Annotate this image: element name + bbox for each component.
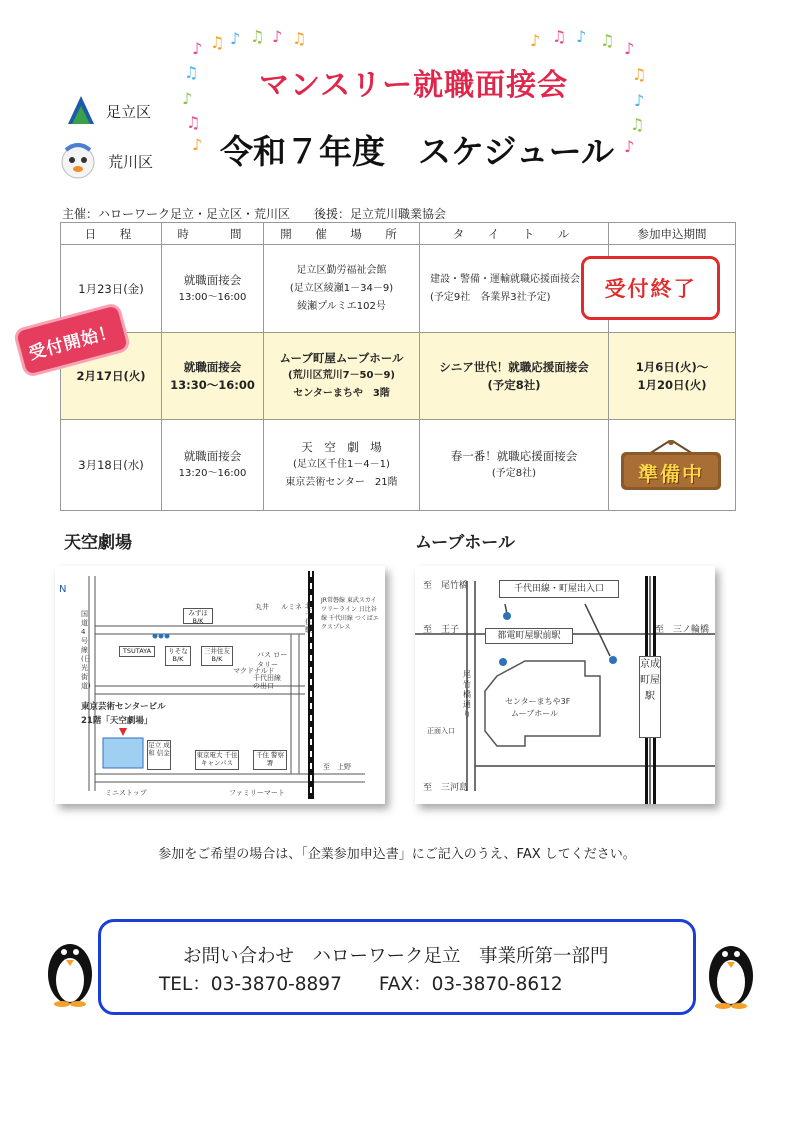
svg-text:♪: ♪: [192, 135, 203, 154]
svg-text:♪: ♪: [192, 39, 203, 58]
svg-text:♪: ♪: [272, 30, 283, 46]
cell-venue: [264, 333, 420, 420]
penguin-right-icon: [700, 932, 762, 1010]
map1-lumine: ルミネ: [281, 603, 302, 611]
penguin-left-icon: [40, 930, 100, 1008]
page-title: マンスリー就職面接会: [259, 68, 569, 103]
cell-venue: [264, 245, 420, 333]
map1-heading: 天空劇場: [64, 533, 132, 553]
svg-text:♪: ♪: [576, 30, 587, 46]
cell-title-note: (予定8社): [487, 378, 541, 392]
cell-time-title: 就職面接会: [183, 272, 242, 287]
contact-box: [98, 919, 696, 1015]
map1-familymart: ファミリーマート: [229, 789, 285, 797]
map1-tsutaya: TSUTAYA: [119, 646, 155, 657]
cell-venue-floor: センターまちや 3階: [293, 388, 390, 399]
svg-text:♫: ♫: [250, 30, 265, 46]
cell-period-start: 1月6日(火)～: [635, 360, 709, 374]
adachi-logo-row: [66, 94, 151, 128]
map1-bus: バス ロータリー: [257, 651, 288, 669]
map2-to-oji: 至 王子: [423, 625, 460, 635]
cell-title-note: (予定9社 各業界3社予定): [430, 291, 551, 303]
sponsor-line: 主催：ハローワーク足立・足立区・荒川区 後援：足立荒川職業協会: [62, 207, 447, 221]
open-stamp: 受付開始！: [16, 305, 128, 374]
svg-text:♫: ♫: [184, 63, 199, 82]
arakawa-logo-row: [58, 142, 153, 180]
header-period: 参加申込期間: [609, 223, 736, 245]
svg-text:♫: ♫: [186, 113, 201, 132]
cell-time-range: 13:30～16:00: [170, 378, 255, 392]
contact-line1: お問い合わせ ハローワーク足立 事業所第一部門: [183, 946, 609, 967]
svg-text:N: N: [59, 584, 67, 595]
closed-stamp: 受付終了: [581, 256, 720, 320]
map1-floor-label: 21階「天空劇場」: [81, 716, 153, 726]
cell-time-title: 就職面接会: [183, 360, 242, 374]
cell-period: [609, 333, 736, 420]
header-date: 日 程: [61, 223, 162, 245]
header-title: タ イ ト ル: [420, 223, 609, 245]
cell-title-note: (予定8社): [491, 468, 537, 479]
cell-time: [162, 245, 264, 333]
map1-ministop: ミニストップ: [105, 789, 147, 797]
svg-text:♪: ♪: [634, 91, 645, 110]
cell-title-main: シニア世代！就職応援面接会: [439, 360, 589, 374]
map2-hall-label: ムーブホール: [511, 709, 559, 718]
contact-line2: TEL：03-3870-8897 FAX：03-3870-8612: [159, 974, 563, 995]
map1-chiyoda-exit: 千代田線 の出口: [253, 674, 281, 690]
svg-text:♫: ♫: [600, 31, 615, 50]
adachi-label: 足立区: [106, 102, 152, 121]
svg-text:♫: ♫: [632, 65, 647, 84]
cell-venue: [264, 420, 420, 511]
svg-text:♪: ♪: [624, 137, 635, 156]
cell-venue-floor: 綾瀬プルミエ102号: [297, 300, 386, 312]
cell-title: [420, 333, 609, 420]
table-row: [61, 333, 736, 420]
map1-marui: 丸井: [255, 603, 269, 611]
map1-mitsui: 三井住友 B/K: [201, 646, 233, 666]
adachi-logo-icon: [66, 94, 96, 128]
map2-exit: 千代田線・町屋出入口: [499, 580, 619, 598]
cell-time: [162, 333, 264, 420]
map2-onitake-street: 尾竹橋通り: [463, 670, 471, 719]
map2-heading: ムーブホール: [415, 533, 515, 553]
arakawa-label: 荒川区: [108, 152, 154, 171]
map1-lines: JR常磐線 東武スカイツリーライン 日比谷線 千代田線 つくばエクスプレス: [321, 597, 379, 631]
map1-mizuho: みずほ B/K: [183, 608, 213, 624]
cell-date: 3月18日(水): [61, 420, 162, 511]
map2-to-minowa: 至 三ノ輪橋: [655, 625, 710, 635]
cell-period-end: 1月20日(火): [637, 378, 707, 392]
cell-title: [420, 420, 609, 511]
map2-roads: [415, 566, 715, 804]
cell-title-main: 建設・警備・運輸就職応援面接会: [430, 273, 580, 285]
cell-venue-name: 足立区勤労福祉会館: [296, 264, 387, 276]
cell-time: [162, 420, 264, 511]
cell-title-main: 春一番！就職応援面接会: [450, 449, 578, 463]
map1-resona: りそな B/K: [165, 646, 191, 666]
svg-text:♫: ♫: [292, 30, 307, 48]
preparing-text: 準備中: [638, 462, 704, 486]
cell-time-range: 13:20～16:00: [178, 468, 247, 479]
svg-text:♪: ♪: [182, 89, 193, 108]
map2-toden: 都電町屋駅前駅: [485, 628, 573, 644]
header-time: 時 間: [162, 223, 264, 245]
header-venue: 開 催 場 所: [264, 223, 420, 245]
map1-police: 千住 警察署: [253, 750, 287, 770]
svg-text:♪: ♪: [230, 30, 241, 48]
svg-text:♫: ♫: [630, 115, 645, 134]
cell-time-title: 就職面接会: [183, 449, 242, 463]
cell-venue-address: (荒川区荒川7－50－9): [288, 370, 395, 381]
preparing-sign: [619, 440, 723, 492]
svg-text:♪: ♪: [624, 39, 635, 58]
cell-venue-floor: 東京芸術センター 21階: [285, 477, 398, 488]
map1-road4-label: 国道4号線(日光街道): [81, 610, 91, 690]
map1-center-label: 東京芸術センタービル: [81, 702, 166, 712]
map1-mcd: マクドナルド: [233, 667, 275, 675]
cell-venue-address: (足立区綾瀬1－34－9): [289, 282, 394, 294]
map2-keisei: 京成町屋駅: [639, 656, 661, 738]
map2-to-mikawa: 至 三河島: [423, 783, 469, 793]
map2-entrance: 正面入口: [427, 727, 455, 735]
cell-venue-name: ムーブ町屋ムーブホール: [279, 351, 404, 365]
svg-text:♫: ♫: [210, 33, 225, 52]
cell-date: 1月23日(金): [61, 245, 162, 333]
cell-venue-name: 天 空 劇 場: [301, 440, 382, 454]
map1-to-ueno: 至 上野: [323, 763, 351, 771]
map2-move-hall: [415, 566, 715, 804]
cell-venue-address: (足立区千住1－4－1): [293, 459, 390, 470]
svg-text:♪: ♪: [530, 31, 541, 50]
map2-to-onitake: 至 尾竹橋: [423, 581, 469, 591]
page-subtitle: 令和７年度 スケジュール: [220, 132, 615, 171]
svg-text:♫: ♫: [552, 30, 567, 46]
map1-kitasenju: 北千住駅: [305, 602, 312, 634]
cell-time-range: 13:00～16:00: [178, 291, 247, 303]
map1-denki-univ: 東京電大 千住キャンパス: [195, 750, 239, 770]
cell-date: 2月17日(火): [61, 333, 162, 420]
table-header-row: [61, 223, 736, 245]
map1-adachi-seiwa: 足立 成和 信金: [147, 740, 171, 770]
arakawa-mascot-icon: [58, 142, 98, 180]
map1-tenku-theater: [55, 566, 385, 804]
instruction-text: 参加をご希望の場合は、「企業参加申込書」にご記入のうえ、FAX してください。: [158, 847, 636, 862]
map2-center-label: センターまちや3F: [505, 697, 571, 706]
